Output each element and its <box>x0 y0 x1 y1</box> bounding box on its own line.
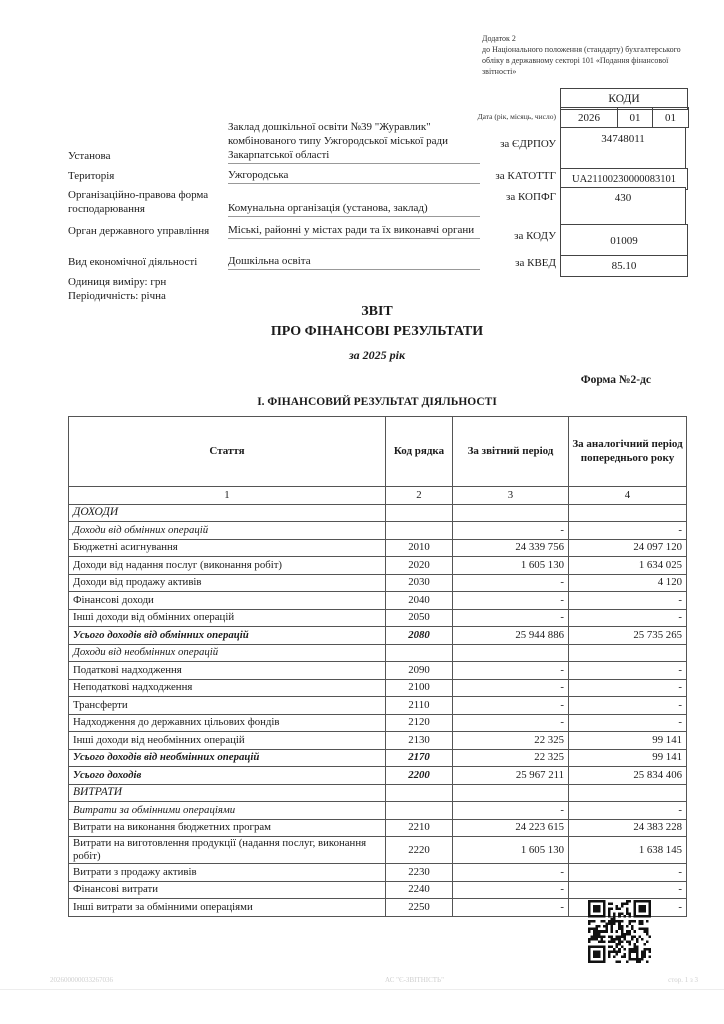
annotation-line: звітності» <box>482 67 517 76</box>
previous-period-cell: 99 141 <box>569 732 687 750</box>
article-cell: Фінансові витрати <box>69 881 386 899</box>
previous-period-cell <box>569 784 687 802</box>
article-cell: Доходи від продажу активів <box>69 574 386 592</box>
article-cell: ВИТРАТИ <box>69 784 386 802</box>
row-code-cell: 2250 <box>386 899 453 917</box>
current-period-cell: - <box>453 522 569 540</box>
current-period-cell: - <box>453 592 569 610</box>
row-code-cell: 2130 <box>386 732 453 750</box>
table-row <box>69 522 687 540</box>
footer-divider <box>0 989 724 990</box>
form-number: Форма №2-дс <box>580 374 651 386</box>
row-code-cell: 2100 <box>386 679 453 697</box>
row-code-cell: 2110 <box>386 697 453 715</box>
table-row <box>69 881 687 899</box>
article-cell: Фінансові доходи <box>69 592 386 610</box>
table-row <box>69 784 687 802</box>
org-field-gov-body <box>68 223 480 239</box>
article-cell: Податкові надходження <box>69 662 386 680</box>
table-row <box>69 864 687 882</box>
current-period-cell <box>453 504 569 522</box>
kved-value: 85.10 <box>560 255 688 277</box>
column-number: 1 <box>69 487 386 505</box>
org-field-value: Заклад дошкільної освіти №39 "Журавлик" комбінованого типу Ужгородської міської ради Закарпатської області <box>228 120 480 164</box>
org-field-label: Вид економічної діяльності <box>68 256 198 268</box>
report-title-line1: ЗВІТ <box>361 304 393 319</box>
row-code-cell: 2080 <box>386 627 453 645</box>
article-cell: Доходи від необмінних операцій <box>69 644 386 662</box>
current-period-cell: - <box>453 679 569 697</box>
section-title: І. ФІНАНСОВИЙ РЕЗУЛЬТАТ ДІЯЛЬНОСТІ <box>257 396 497 408</box>
table-row <box>69 837 687 864</box>
previous-period-cell: - <box>569 679 687 697</box>
current-period-cell: 24 223 615 <box>453 819 569 837</box>
table-row <box>69 802 687 820</box>
kopfg-value: 430 <box>560 187 686 225</box>
row-code-cell: 2200 <box>386 767 453 785</box>
table-row <box>69 539 687 557</box>
katottg-label: за КАТОТТГ <box>495 170 556 182</box>
org-field-value: Дошкільна освіта <box>228 254 480 270</box>
row-code-cell <box>386 802 453 820</box>
financial-results-table <box>68 416 687 917</box>
table-row <box>69 679 687 697</box>
previous-period-cell: - <box>569 899 687 917</box>
header-article: Стаття <box>69 417 386 487</box>
current-period-cell: 25 944 886 <box>453 627 569 645</box>
current-period-cell: - <box>453 864 569 882</box>
report-year: за 2025 рік <box>348 348 406 362</box>
header-row-code: Код рядка <box>386 417 453 487</box>
org-field-activity <box>68 254 480 270</box>
row-code-cell <box>386 644 453 662</box>
article-cell: Надходження до державних цільових фондів <box>69 714 386 732</box>
previous-period-cell: 1 634 025 <box>569 557 687 575</box>
footer-document-id: 202600000033267036 <box>50 976 113 984</box>
previous-period-cell: - <box>569 592 687 610</box>
results-table-body <box>69 504 687 916</box>
date-year-cell: 2026 <box>560 107 618 128</box>
table-row <box>69 504 687 522</box>
column-number: 3 <box>453 487 569 505</box>
table-row <box>69 557 687 575</box>
kved-label: за КВЕД <box>515 257 556 269</box>
date-label: Дата (рік, місяць, число) <box>477 112 556 121</box>
row-code-cell: 2240 <box>386 881 453 899</box>
current-period-cell: 1 605 130 <box>453 837 569 864</box>
row-code-cell: 2050 <box>386 609 453 627</box>
column-number: 2 <box>386 487 453 505</box>
article-cell: Неподаткові надходження <box>69 679 386 697</box>
previous-period-cell: - <box>569 714 687 732</box>
current-period-cell: 22 325 <box>453 749 569 767</box>
article-cell: Інші доходи від обмінних операцій <box>69 609 386 627</box>
katottg-value: UA21100230000083101 <box>560 168 688 190</box>
article-cell: Трансферти <box>69 697 386 715</box>
previous-period-cell: - <box>569 881 687 899</box>
table-row <box>69 644 687 662</box>
table-row <box>69 609 687 627</box>
table-header-row <box>69 417 687 487</box>
current-period-cell: - <box>453 609 569 627</box>
previous-period-cell: 4 120 <box>569 574 687 592</box>
current-period-cell: - <box>453 714 569 732</box>
row-code-cell <box>386 504 453 522</box>
article-cell: Витрати за обмінними операціями <box>69 802 386 820</box>
table-row <box>69 592 687 610</box>
annotation-line: Додаток 2 <box>482 34 516 43</box>
date-row <box>560 107 689 128</box>
table-row <box>69 574 687 592</box>
article-cell: Витрати з продажу активів <box>69 864 386 882</box>
row-code-cell: 2040 <box>386 592 453 610</box>
article-cell: ДОХОДИ <box>69 504 386 522</box>
footer-page-number: стор. 1 з 3 <box>668 976 698 984</box>
table-row <box>69 627 687 645</box>
row-code-cell: 2090 <box>386 662 453 680</box>
column-number-row <box>69 487 687 505</box>
kodu-label: за КОДУ <box>514 230 556 242</box>
previous-period-cell: 24 383 228 <box>569 819 687 837</box>
edrpou-value: 34748011 <box>560 127 686 169</box>
edrpou-label: за ЄДРПОУ <box>500 138 556 150</box>
current-period-cell: 22 325 <box>453 732 569 750</box>
article-cell: Усього доходів від необмінних операцій <box>69 749 386 767</box>
org-field-label: Орган державного управління <box>68 225 210 237</box>
table-row <box>69 749 687 767</box>
previous-period-cell: - <box>569 864 687 882</box>
current-period-cell: 25 967 211 <box>453 767 569 785</box>
row-code-cell: 2210 <box>386 819 453 837</box>
current-period-cell: - <box>453 574 569 592</box>
current-period-cell: - <box>453 881 569 899</box>
article-cell: Доходи від обмінних операцій <box>69 522 386 540</box>
row-code-cell <box>386 522 453 540</box>
article-cell: Бюджетні асигнування <box>69 539 386 557</box>
current-period-cell: 1 605 130 <box>453 557 569 575</box>
unit-of-measure: Одиниця виміру: грн <box>68 276 167 288</box>
annotation-line: до Національного положення (стандарту) бухгалтерського <box>482 45 681 54</box>
table-row <box>69 697 687 715</box>
row-code-cell: 2020 <box>386 557 453 575</box>
current-period-cell: - <box>453 662 569 680</box>
row-code-cell: 2170 <box>386 749 453 767</box>
row-code-cell <box>386 784 453 802</box>
current-period-cell: 24 339 756 <box>453 539 569 557</box>
org-field-ustanova <box>68 120 480 164</box>
previous-period-cell <box>569 504 687 522</box>
current-period-cell <box>453 644 569 662</box>
org-field-value: Комунальна організація (установа, заклад) <box>228 201 480 217</box>
current-period-cell: - <box>453 802 569 820</box>
kodu-value: 01009 <box>560 224 688 258</box>
appendix-annotation <box>482 33 698 77</box>
header-current-period: За звітний період <box>453 417 569 487</box>
previous-period-cell: - <box>569 697 687 715</box>
qr-code <box>588 900 651 963</box>
previous-period-cell <box>569 644 687 662</box>
header-previous-period: За аналогічний період попереднього року <box>569 417 687 487</box>
date-month-cell: 01 <box>617 107 653 128</box>
article-cell: Усього доходів <box>69 767 386 785</box>
article-cell: Витрати на виготовлення продукції (надання послуг, виконання робіт) <box>69 837 386 864</box>
previous-period-cell: 1 638 145 <box>569 837 687 864</box>
article-cell: Доходи від надання послуг (виконання робіт) <box>69 557 386 575</box>
footer-system-name: АС "Є-ЗВІТНІСТЬ" <box>385 976 444 984</box>
article-cell: Витрати на виконання бюджетних програм <box>69 819 386 837</box>
row-code-cell: 2030 <box>386 574 453 592</box>
table-row <box>69 819 687 837</box>
previous-period-cell: 99 141 <box>569 749 687 767</box>
current-period-cell: - <box>453 697 569 715</box>
org-field-value: Міські, районні у містах ради та їх виконавчі органи <box>228 223 480 239</box>
previous-period-cell: - <box>569 662 687 680</box>
org-field-legal-form <box>68 188 480 217</box>
previous-period-cell: 24 097 120 <box>569 539 687 557</box>
row-code-cell: 2120 <box>386 714 453 732</box>
article-cell: Усього доходів від обмінних операцій <box>69 627 386 645</box>
org-field-territory <box>68 168 480 184</box>
table-row <box>69 732 687 750</box>
periodicity: Періодичність: річна <box>68 290 166 302</box>
org-field-label: Установа <box>68 150 111 162</box>
table-row <box>69 662 687 680</box>
current-period-cell: - <box>453 899 569 917</box>
table-row <box>69 767 687 785</box>
article-cell: Інші доходи від необмінних операцій <box>69 732 386 750</box>
article-cell: Інші витрати за обмінними операціями <box>69 899 386 917</box>
previous-period-cell: 25 735 265 <box>569 627 687 645</box>
org-field-label: Територія <box>68 170 115 182</box>
report-title-line2: ПРО ФІНАНСОВІ РЕЗУЛЬТАТИ <box>270 324 484 339</box>
kopfg-label: за КОПФГ <box>506 191 556 203</box>
previous-period-cell: - <box>569 609 687 627</box>
org-field-value: Ужгородська <box>228 168 480 184</box>
column-number: 4 <box>569 487 687 505</box>
row-code-cell: 2220 <box>386 837 453 864</box>
codes-header: КОДИ <box>560 88 688 110</box>
previous-period-cell: 25 834 406 <box>569 767 687 785</box>
row-code-cell: 2010 <box>386 539 453 557</box>
date-day-cell: 01 <box>652 107 689 128</box>
current-period-cell <box>453 784 569 802</box>
row-code-cell: 2230 <box>386 864 453 882</box>
previous-period-cell: - <box>569 522 687 540</box>
table-row <box>69 714 687 732</box>
org-field-label: Організаційно-правова форма господарювання <box>68 189 209 215</box>
previous-period-cell: - <box>569 802 687 820</box>
annotation-line: обліку в державному секторі 101 «Подання фінансової <box>482 56 669 65</box>
